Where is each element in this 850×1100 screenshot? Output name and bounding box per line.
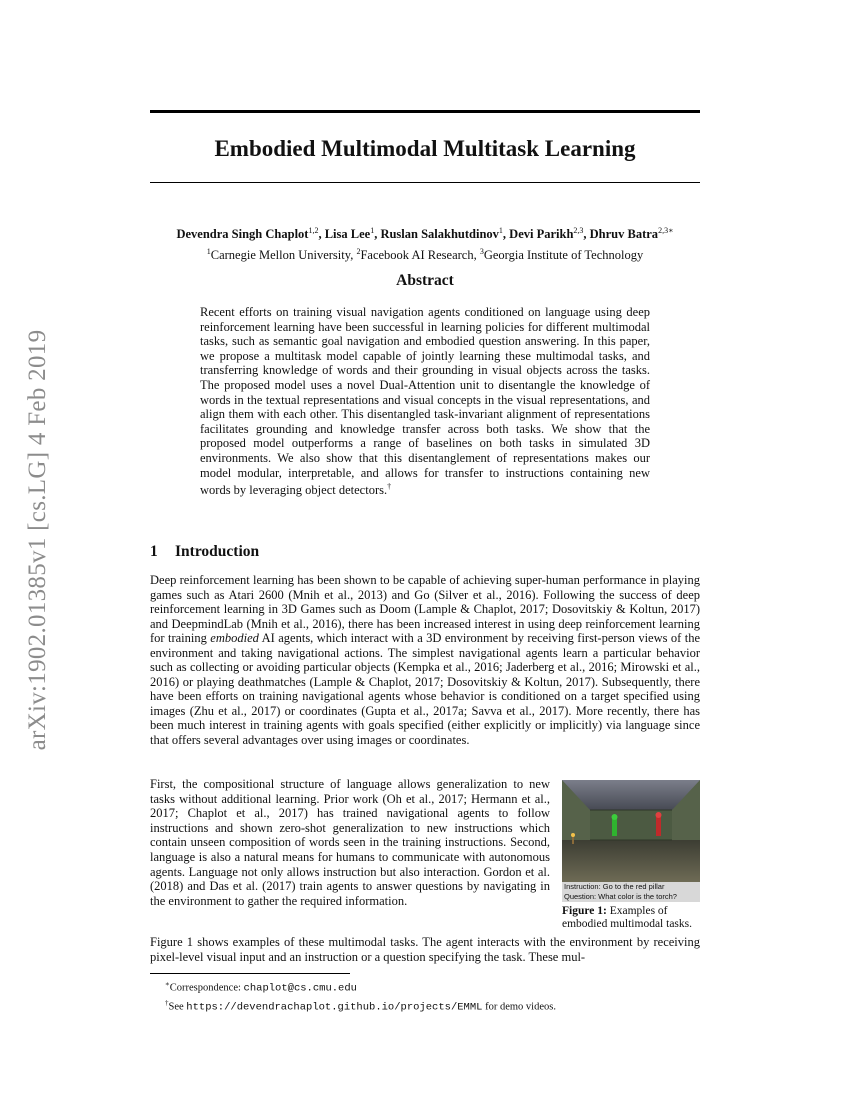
footnote-rule <box>150 973 350 974</box>
title-top-rule <box>150 110 700 113</box>
figure-text-overlay <box>562 882 700 902</box>
red-pillar-icon <box>656 812 662 836</box>
footnote: †See https://devendrachaplot.github.io/projects/EMML for demo videos. <box>165 998 556 1013</box>
abstract-heading: Abstract <box>396 272 454 289</box>
instruction-text: Instruction: Go to the red pillar <box>564 882 665 891</box>
author: Ruslan Salakhutdinov$^1$, <box>380 226 510 242</box>
figure-1 <box>562 780 700 931</box>
author-block <box>140 222 710 264</box>
author: Devendra Singh Chaplot$^{1,2}$, <box>176 226 325 242</box>
author: Lisa Lee$^1$, <box>324 226 381 242</box>
green-pillar-icon <box>612 814 618 836</box>
author: Dhruv Batra$^{2,3∗}$ <box>589 226 674 242</box>
title-bottom-rule <box>150 182 700 183</box>
project-url-link[interactable]: https://devendrachaplot.github.io/projects/EMML <box>186 1001 483 1013</box>
author-list <box>140 222 710 243</box>
figure-caption: Figure 1: Examples of embodied multimodal tasks. <box>562 905 692 930</box>
section-heading-introduction: 1 Introduction <box>150 543 260 560</box>
affiliation: $^1$Carnegie Mellon University, <box>206 247 357 263</box>
affiliation: $^2$Facebook AI Research, <box>356 247 480 263</box>
intro-paragraph-1: Deep reinforcement learning has been shown to be capable of achieving super-human performance in playing games such as Atari 2600 (Mnih et al., 2013) and Go (Silver et al., 2016). Following the success of deep reinforcement learning in 3D Games such as Doom (Lample & Chaplot, 2017; Dosovitskiy & Koltun, 2017) and DeepmindLab (Mnih et al., 2016), there has been increased interest in using deep reinforcement learning for training embodied AI agents, which interact with a 3D environment by receiving first-person views of the environment and taking navigational actions. The simplest navigational agents learn a particular behavior such as collecting or avoiding particular objects (Kempka et al., 2016; Jaderberg et al., 2016; Mirowski et al., 2016) or playing deathmatches (Lample & Chaplot, 2017; Dosovitskiy & Koltun, 2017). Subsequently, there have been efforts on training navigational agents whose behavior is conditioned on a target specified using images (Zhu et al., 2017) or coordinates (Gupta et al., 2017a; Savva et al., 2017). More recently, there has been much interest in training agents with goals specified (either explicitly or implicitly) via language since that offers several advantages over using images or coordinates. <box>150 573 700 748</box>
abstract-body: Recent efforts on training visual navigation agents conditioned on language using deep reinforcement learning have been successful in learning policies for different multimodal tasks, such as semantic goal navigation and embodied question answering. In this paper, we propose a multitask model capable of jointly learning these multimodal tasks, and transferring knowledge of words and their grounding in visual objects across the tasks. The proposed model uses a novel Dual-Attention unit to disentangle the knowledge of words in the textual representations and visual concepts in the visual representations, and align them with each other. This disentangled task-invariant alignment of representations facilitates grounding and knowledge transfer across both tasks. We show that the proposed model outperforms a range of baselines on both tasks in simulated 3D environments. We also show that this disentanglement of representations makes our model modular, interpretable, and allows for transfer to instructions containing new words by leveraging object detectors.† <box>200 305 650 498</box>
paper-title: Embodied Multimodal Multitask Learning <box>214 136 636 161</box>
footnote: ∗Correspondence: chaplot@cs.cmu.edu <box>165 980 357 995</box>
question-text: Question: What color is the torch? <box>564 892 677 901</box>
affiliation: $^3$Georgia Institute of Technology <box>479 247 644 263</box>
email-link[interactable]: chaplot@cs.cmu.edu <box>243 982 357 995</box>
intro-paragraph-2: First, the compositional structure of language allows generalization to new tasks without additional learning. Prior work (Oh et al., 2017; Hermann et al., 2017; Chaplot et al., 2017) has trained navigational agents to follow instructions and shown zero-shot generalization to new instructions which contain unseen composition of words seen in the training instructions. Second, language is also a natural means for humans to communicate with autonomous agents. Language not only allows instruction but also interaction. Gordon et al. (2018) and Das et al. (2017) train agents to answer questions by navigating in the environment to gather the required information. <box>150 777 550 908</box>
game-scene-image <box>562 780 700 882</box>
arxiv-side-stamp <box>18 300 58 780</box>
author: Devi Parikh$^{2,3}$, <box>509 226 590 242</box>
footnote-marker: † <box>387 482 392 492</box>
intro-paragraph-3: Figure 1 shows examples of these multimodal tasks. The agent interacts with the environment by receiving pixel-level visual input and an instruction or a question specifying the task. These mul- <box>150 935 700 964</box>
footnotes <box>165 977 700 1014</box>
arxiv-id-text: arXiv:1902.01385v1 [cs.LG] 4 Feb 2019 <box>24 329 51 751</box>
affiliation-list <box>140 243 710 264</box>
